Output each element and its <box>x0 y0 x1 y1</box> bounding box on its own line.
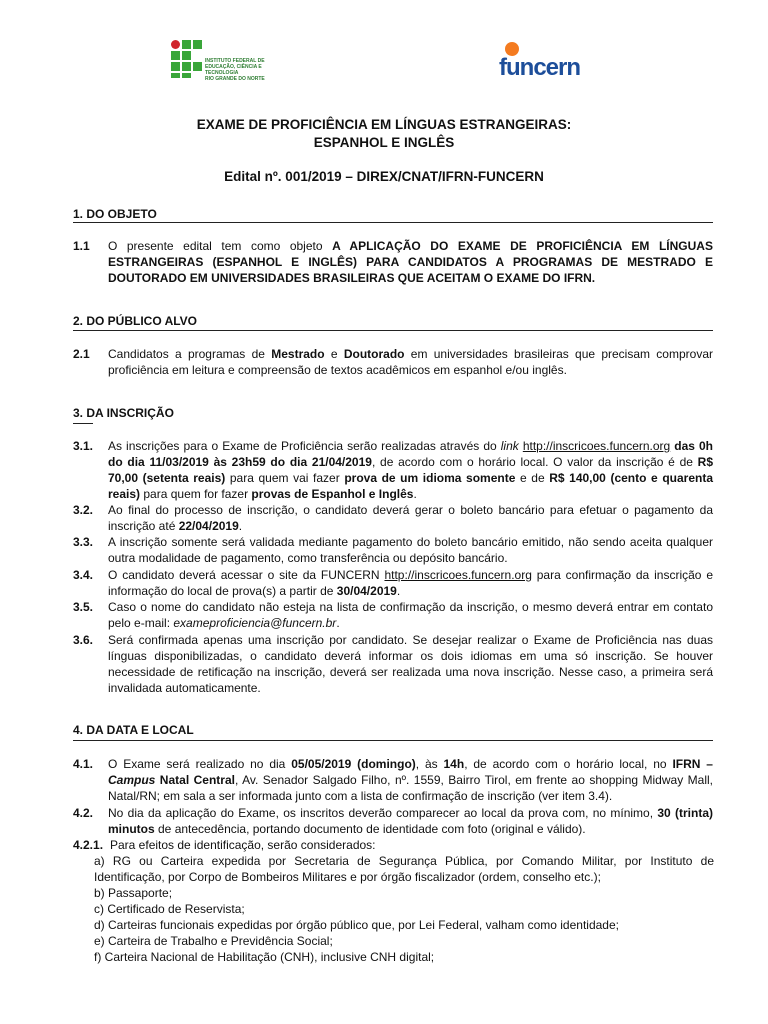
clause-text: O candidato deverá acessar o site da FUNCERN http://inscricoes.funcern.org para confirmação da inscrição e informação do local de prova(s) a partir de 30/04/2019. <box>108 568 714 598</box>
clause-number: 3.6. <box>73 633 94 647</box>
clause-text: No dia da aplicação do Exame, os inscritos deverão comparecer ao local da prova com, no mínimo, 30 (trinta) minutos de antecedência, portando documento de identidade com foto (original e válido). <box>108 806 713 836</box>
inscricoes-link[interactable]: http://inscricoes.funcern.org <box>522 439 671 453</box>
section-rule <box>73 423 93 424</box>
document-title-line1: EXAME DE PROFICIÊNCIA EM LÍNGUAS ESTRANGEIRAS: <box>196 117 572 132</box>
funcern-logo-text: funcern <box>499 54 581 81</box>
list-item: f) Carteira Nacional de Habilitação (CNH), inclusive CNH digital; <box>94 950 435 964</box>
clause-number: 4.2. <box>73 806 94 820</box>
ifrn-logo <box>171 40 281 80</box>
document-title-line2: ESPANHOL E INGLÊS <box>313 135 455 150</box>
ifrn-grid-icon <box>171 40 203 78</box>
section-rule <box>73 740 713 741</box>
clause-number: 3.2. <box>73 503 94 517</box>
clause-text: Para efeitos de identificação, serão considerados: <box>110 838 376 852</box>
section-heading-publico: 2. DO PÚBLICO ALVO <box>73 314 198 328</box>
clause-number: 3.5. <box>73 600 94 614</box>
clause-text: O presente edital tem como objeto A APLICAÇÃO DO EXAME DE PROFICIÊNCIA EM LÍNGUAS ESTRANGEIRAS (ESPANHOL E INGLÊS) PARA CANDIDATOS A PROGRAMAS DE MESTRADO E DOUTORADO EM UNIVERSIDADES BRASILEIRAS QUE ACEITAM O EXAME DO IFRN. <box>108 239 713 285</box>
clause-text: Candidatos a programas de Mestrado e Doutorado em universidades brasileiras que precisam comprovar proficiência em leitura e compreensão de textos acadêmicos em espanhol e/ou inglês. <box>108 347 713 377</box>
funcern-link[interactable]: http://inscricoes.funcern.org <box>384 568 532 582</box>
edital-number: Edital nº. 001/2019 – DIREX/CNAT/IFRN-FUNCERN <box>224 169 544 184</box>
clause-text: O Exame será realizado no dia 05/05/2019 (domingo), às 14h, de acordo com o horário local, no IFRN – Campus Natal Central, Av. Senador Salgado Filho, nº. 1559, Bairro Tirol, em frente ao shopping Midway Mall, Natal/RN; em sala a ser informada junto com a lista de confirmação de inscrição (ver item 3.4). <box>108 757 714 803</box>
funcern-logo <box>497 40 597 84</box>
list-item: a) RG ou Carteira expedida por Secretaria de Segurança Pública, por Comando Militar, por Instituto de Identificação, por Corpo de Bombeiros Militares e por órgão fiscalizador (ordem, conselho etc.); <box>94 854 714 884</box>
list-item: d) Carteiras funcionais expedidas por órgão público que, por Lei Federal, valham como identidade; <box>94 918 619 932</box>
clause-text: A inscrição somente será validada mediante pagamento do boleto bancário emitido, não sendo aceita qualquer outra modalidade de pagamento, como transferência ou depósito bancário. <box>108 535 713 565</box>
list-item: c) Certificado de Reservista; <box>94 902 245 916</box>
clause-text: Ao final do processo de inscrição, o candidato deverá gerar o boleto bancário para efetuar o pagamento da inscrição até 22/04/2019. <box>108 503 713 533</box>
clause-number: 2.1 <box>73 347 90 361</box>
clause-number: 4.2.1. <box>73 838 104 852</box>
section-heading-inscricao: 3. DA INSCRIÇÃO <box>73 406 174 420</box>
section-rule <box>73 330 713 331</box>
clause-number: 3.1. <box>73 439 94 453</box>
clause-text: Caso o nome do candidato não esteja na lista de confirmação da inscrição, o mesmo deverá entrar em contato pelo e-mail: exameproficiencia@funcern.br. <box>108 600 713 630</box>
contact-email[interactable]: exameproficiencia@funcern.br <box>173 616 337 630</box>
section-heading-data-local: 4. DA DATA E LOCAL <box>73 723 194 737</box>
clause-text: Será confirmada apenas uma inscrição por candidato. Se desejar realizar o Exame de Proficiência nas duas línguas disponibilizadas, o candidato deverá informar os dois idiomas em uma só inscrição. Se houver necessidade de retificação na inscrição, deverá ser realizada uma nova inscrição. Nesse caso, a primeira será invalidada automaticamente. <box>108 633 713 695</box>
ifrn-logo-text: INSTITUTO FEDERAL DE EDUCAÇÃO, CIÊNCIA E TECNOLOGIA RIO GRANDE DO NORTE <box>205 58 265 82</box>
list-item: e) Carteira de Trabalho e Previdência Social; <box>94 934 333 948</box>
clause-number: 3.4. <box>73 568 94 582</box>
clause-number: 4.1. <box>73 757 94 771</box>
section-rule <box>73 222 713 223</box>
clause-text: As inscrições para o Exame de Proficiência serão realizadas através do link http://inscricoes.funcern.org das 0h do dia 11/03/2019 às 23h59 do dia 21/04/2019, de acordo com o horário local. O valor da inscrição é de R$ 70,00 (setenta reais) para quem vai fazer prova de um idioma somente e de R$ 140,00 (cento e quarenta reais) para quem for fazer provas de Espanhol e Inglês. <box>108 439 714 501</box>
list-item: b) Passaporte; <box>94 886 173 900</box>
section-heading-objeto: 1. DO OBJETO <box>73 207 157 221</box>
clause-number: 3.3. <box>73 535 94 549</box>
clause-number: 1.1 <box>73 239 90 253</box>
